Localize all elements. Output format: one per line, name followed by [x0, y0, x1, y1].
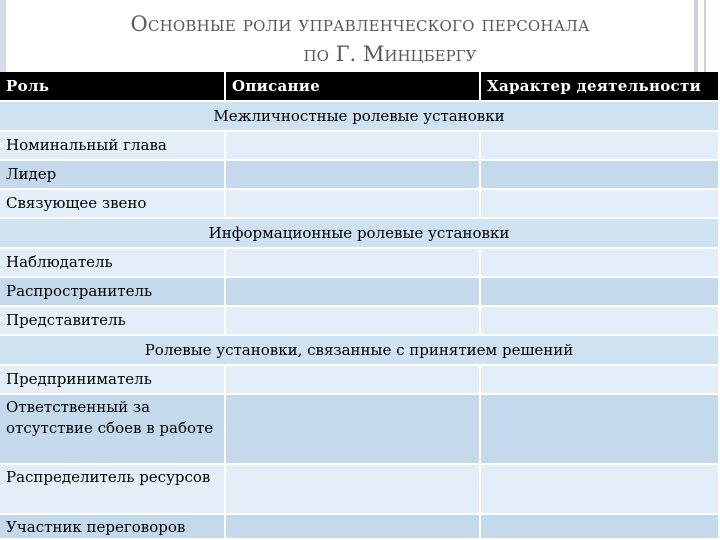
- activity-cell: [481, 190, 720, 219]
- table-row: [0, 161, 720, 190]
- title-line-1: Основные роли управленческого персонала: [130, 12, 590, 36]
- description-cell: [226, 161, 481, 190]
- table-row: [0, 395, 720, 465]
- role-cell: Номинальный глава: [0, 132, 226, 161]
- role-cell: Предприниматель: [0, 366, 226, 395]
- description-cell: [226, 307, 481, 336]
- table-row: [0, 307, 720, 336]
- table-row: [0, 278, 720, 307]
- table-header-row: [0, 72, 720, 102]
- activity-cell: [481, 132, 720, 161]
- description-cell: [226, 132, 481, 161]
- activity-cell: [481, 278, 720, 307]
- description-cell: [226, 278, 481, 307]
- section-row: [0, 336, 720, 366]
- table-row: [0, 515, 720, 540]
- role-cell: Представитель: [0, 307, 226, 336]
- table-row: [0, 465, 720, 515]
- table-row: [0, 190, 720, 219]
- activity-cell: [481, 465, 720, 515]
- role-cell: Наблюдатель: [0, 249, 226, 278]
- activity-cell: [481, 307, 720, 336]
- description-cell: [226, 515, 481, 540]
- role-cell: Ответственный за отсутствие сбоев в работе: [0, 395, 226, 465]
- title-line-2: по Г. Минцбергу: [303, 42, 477, 66]
- description-cell: [226, 190, 481, 219]
- description-cell: [226, 249, 481, 278]
- description-cell: [226, 395, 481, 465]
- section-row: [0, 219, 720, 249]
- activity-cell: [481, 395, 720, 465]
- role-cell: Распределитель ресурсов: [0, 465, 226, 515]
- header-description: Описание: [226, 72, 481, 102]
- activity-cell: [481, 249, 720, 278]
- table-row: [0, 249, 720, 278]
- section-label: Информационные ролевые установки: [0, 219, 720, 249]
- role-cell: Участник переговоров: [0, 515, 226, 540]
- description-cell: [226, 366, 481, 395]
- section-label: Ролевые установки, связанные с принятием решений: [0, 336, 720, 366]
- activity-cell: [481, 366, 720, 395]
- header-activity: Характер деятельности: [481, 72, 720, 102]
- header-role: Роль: [0, 72, 226, 102]
- activity-cell: [481, 161, 720, 190]
- table-row: [0, 132, 720, 161]
- role-cell: Распространитель: [0, 278, 226, 307]
- section-label: Межличностные ролевые установки: [0, 102, 720, 132]
- role-cell: Связующее звено: [0, 190, 226, 219]
- activity-cell: [481, 515, 720, 540]
- table-row: [0, 366, 720, 395]
- role-cell: Лидер: [0, 161, 226, 190]
- description-cell: [226, 465, 481, 515]
- slide-title: [0, 0, 720, 72]
- section-row: [0, 102, 720, 132]
